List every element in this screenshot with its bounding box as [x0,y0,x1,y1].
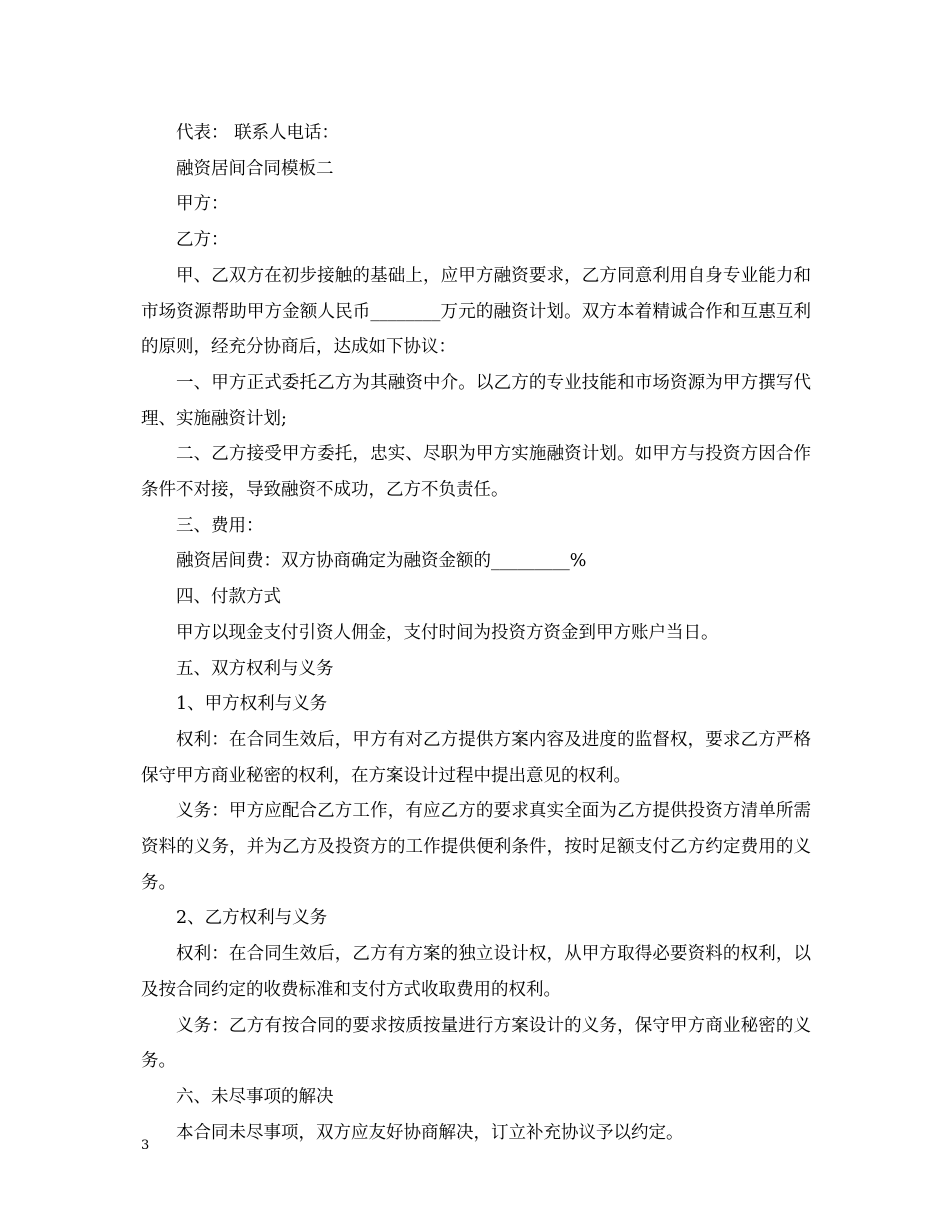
party-b-obligations-text: 义务：乙方有按合同的要求按质按量进行方案设计的义务，保守甲方商业秘密的义务。 [141,1015,811,1072]
template-title: 融资居间合同模板二 [176,158,334,179]
clause-6-heading: 六、未尽事项的解决 [176,1086,334,1107]
party-b-rights-text: 权利：在合同生效后，乙方有方案的独立设计权，从甲方取得必要资料的权利，以及按合同约定的收费标准和支付方式收取费用的权利。 [141,944,811,1000]
payment-method-text: 甲方以现金支付引资人佣金，支付时间为投资方资金到甲方账户当日。 [176,622,719,643]
preamble-paragraph: 甲、乙双方在初步接触的基础上，应甲方融资要求，乙方同意利用自身专业能力和市场资源帮助甲方金额人民币________万元的融资计划。双方本着精诚合作和互惠互利的原则，经充分协商后，达成如下协议： [141,265,811,358]
representative-phone-line: 代表： 联系人电话： [176,123,340,143]
party-a-line: 甲方： [176,194,229,215]
document-body [141,116,811,1151]
party-b-line: 乙方： [176,230,229,251]
party-b-rights-heading: 2、乙方权利与义务 [176,908,328,929]
party-a-rights-heading: 1、甲方权利与义务 [176,694,328,715]
party-a-obligations-text: 义务：甲方应配合乙方工作，有应乙方的要求真实全面为乙方提供投资方清单所需资料的义务，并为乙方及投资方的工作提供便利条件，按时足额支付乙方约定费用的义务。 [141,801,811,893]
clause-4-heading: 四、付款方式 [176,587,281,608]
clause-5-heading: 五、双方权利与义务 [176,658,334,679]
fee-line: 融资居间费：双方协商确定为融资金额的_________% [176,551,587,572]
party-a-rights-text: 权利：在合同生效后，甲方有对乙方提供方案内容及进度的监督权，要求乙方严格保守甲方商业秘密的权利，在方案设计过程中提出意见的权利。 [141,729,811,786]
clause-2: 二、乙方接受甲方委托，忠实、尽职为甲方实施融资计划。如甲方与投资方因合作条件不对接，导致融资不成功，乙方不负责任。 [141,444,811,501]
page-number: 3 [141,1138,150,1153]
clause-6-text: 本合同未尽事项，双方应友好协商解决，订立补充协议予以约定。 [176,1122,684,1143]
clause-1: 一、甲方正式委托乙方为其融资中介。以乙方的专业技能和市场资源为甲方撰写代理、实施融资计划; [141,372,811,429]
clause-3-heading: 三、费用： [176,515,264,536]
